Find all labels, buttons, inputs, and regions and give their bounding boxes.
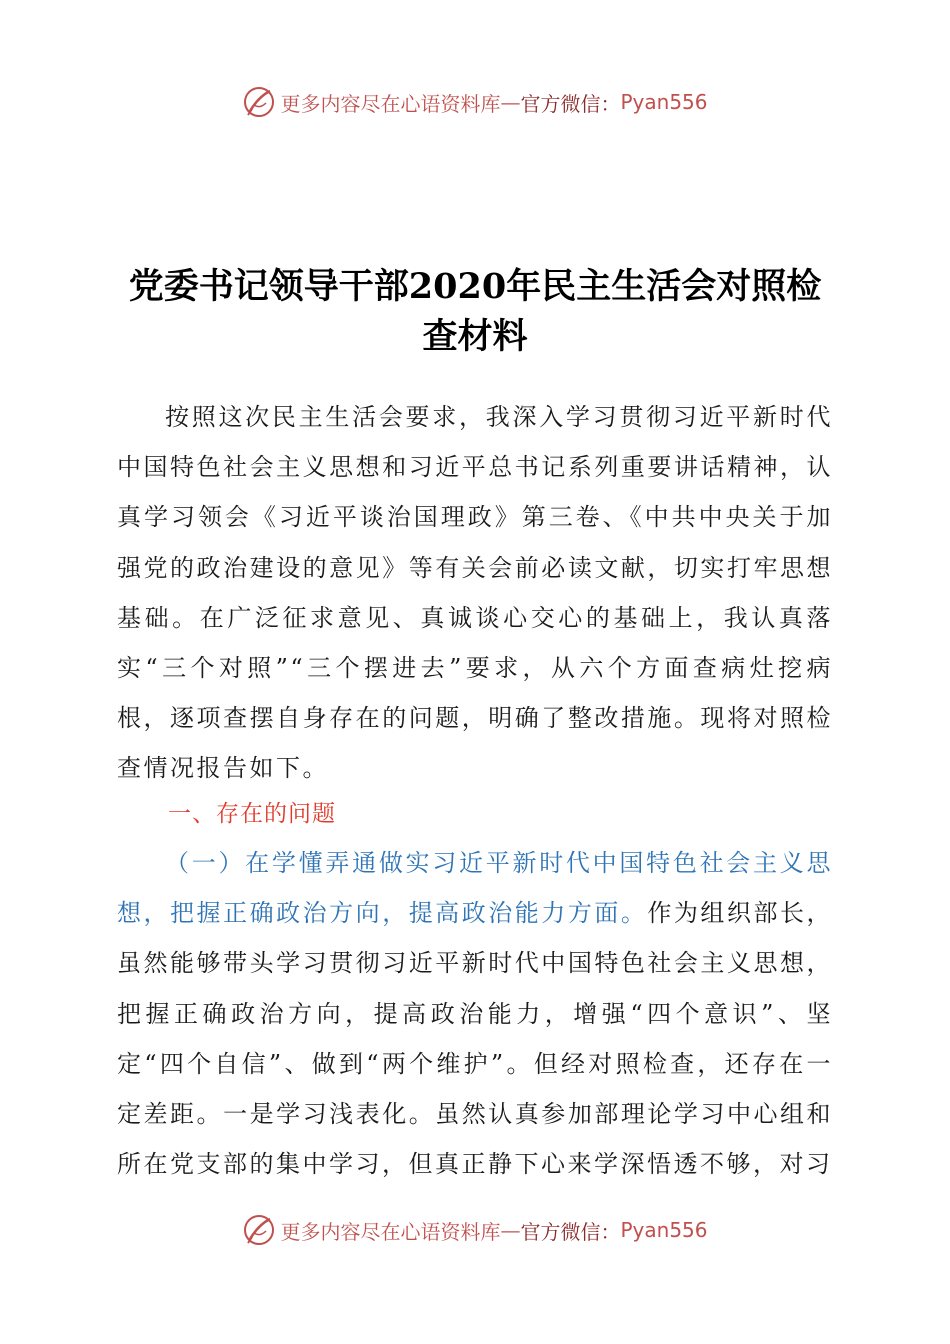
subsection-1-heading: （一）在学懂弄通做实习近平新时代中国特色社会主义思想，把握正确政治方向，提高政治能力方面。: [117, 849, 833, 928]
watermark-official-text: 官方微信：: [520, 1219, 621, 1244]
title-line-2: 查材料: [422, 316, 528, 357]
pen-logo-icon: [242, 1213, 276, 1247]
intro-paragraph-block: [117, 392, 833, 794]
subsection-1-body: 作为组织部长，虽然能够带头学习贯彻习近平新时代中国特色社会主义思想，把握正确政治方向，提高政治能力，增强“四个意识”、坚定“四个自信”、做到“两个维护”。但经对照检查，还存在一定差距。一是学习浅表化。虽然认真参加部理论学习中心组和所在党支部的集中学习，但真正静下心来学深悟透不够，对习: [117, 899, 834, 1179]
watermark-dash: —: [500, 90, 521, 114]
watermark-dash: —: [500, 1218, 521, 1242]
watermark-site-text: 更多内容尽在心语资料库: [280, 91, 501, 116]
subsection-1-paragraph: [117, 838, 833, 1189]
document-title: [100, 262, 850, 362]
watermark-official-text: 官方微信：: [520, 91, 621, 116]
section-heading-1: 一、存在的问题: [168, 801, 336, 827]
watermark-wechat-id: Pyan556: [620, 1218, 708, 1242]
watermark-wechat-id: Pyan556: [620, 90, 708, 114]
watermark-banner-bottom: [0, 1210, 950, 1250]
pen-logo-icon: [242, 85, 276, 119]
watermark-banner-top: [0, 82, 950, 122]
intro-paragraph: 按照这次民主生活会要求，我深入学习贯彻习近平新时代中国特色社会主义思想和习近平总书记系列重要讲话精神，认真学习领会《习近平谈治国理政》第三卷、《中共中央关于加强党的政治建设的意见》等有关会前必读文献，切实打牢思想基础。在广泛征求意见、真诚谈心交心的基础上，我认真落实“三个对照”“三个摆进去”要求，从六个方面查病灶挖病根，逐项查摆自身存在的问题，明确了整改措施。现将对照检查情况报告如下。: [117, 403, 833, 783]
title-line-1: 党委书记领导干部2020年民主生活会对照检: [128, 266, 822, 307]
subsection-1: [117, 838, 833, 1189]
watermark-site-text: 更多内容尽在心语资料库: [280, 1219, 501, 1244]
